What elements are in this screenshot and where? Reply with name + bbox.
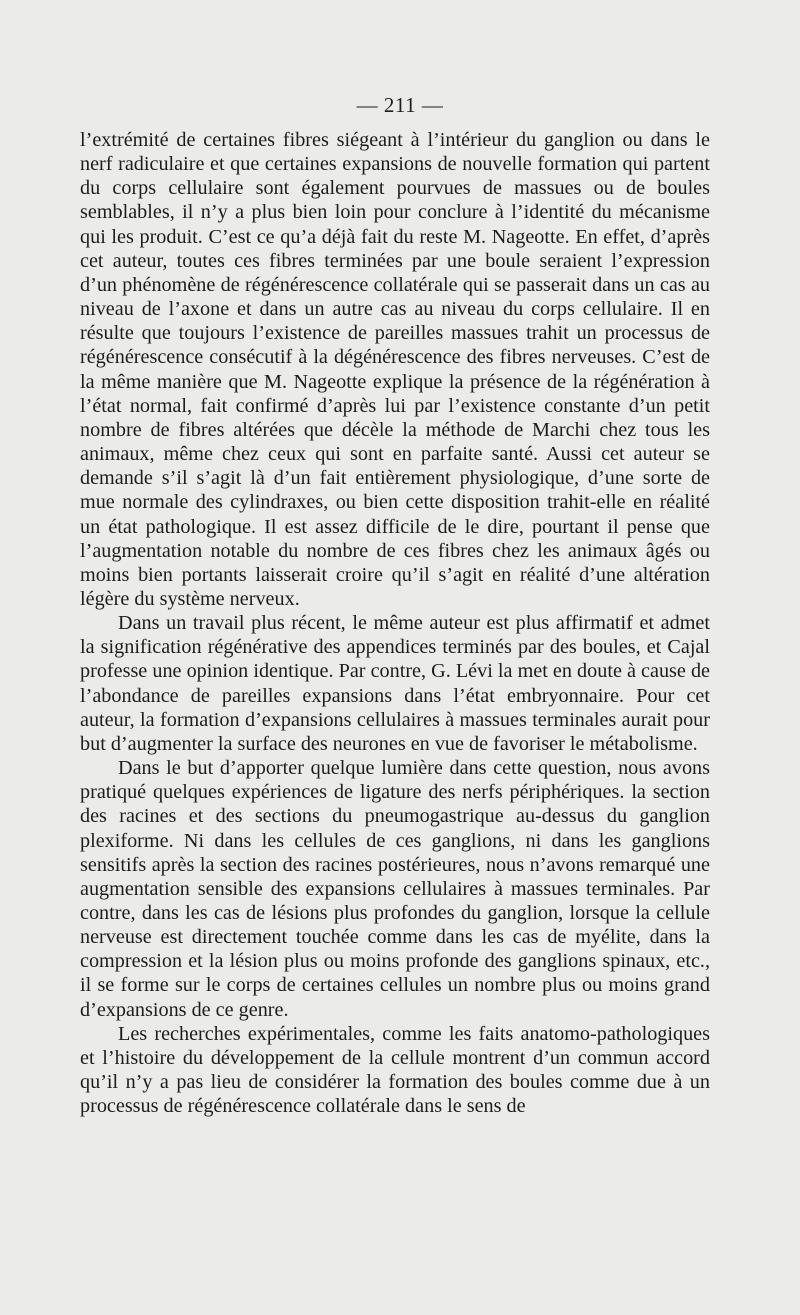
body-text [80, 128, 710, 1118]
page-number: — 211 — [356, 93, 444, 117]
paragraph-recherches: Les recherches expérimentales, comme les faits anatomo-pathologiques et l’histoire du développement de la cellule montrent d’un commun accord qu’il n’y a pas lieu de considérer la formation des boules comme due à un processus de régénérescence collatérale dans le sens de [80, 1022, 710, 1118]
paragraph-experiences: Dans le but d’apporter quelque lumière dans cette question, nous avons pratiqué quelques expériences de ligature des nerfs périphériques. la section des racines et des sections du pneumogastrique au-dessus du ganglion plexiforme. Ni dans les cellules de ces ganglions, ni dans les ganglions sensitifs après la section des racines postérieures, nous n’avons remarqué une augmentation sensible des expansions cellulaires à massues terminales. Par contre, dans les cas de lésions plus profondes du ganglion, lorsque la cellule nerveuse est directement touchée comme dans les cas de myélite, dans la compression et la lésion plus ou moins profonde des ganglions spinaux, etc., il se forme sur le corps de certaines cellules un nombre plus ou moins grand d’expansions de ce genre. [80, 757, 710, 1021]
paragraph-travail-recent: Dans un travail plus récent, le même auteur est plus affirmatif et admet la signification régénérative des appendices terminés par des boules, et Cajal professe une opinion identique. Par contre, G. Lévi la met en doute à cause de l’abondance de pareilles expansions dans l’état embryonnaire. Pour cet auteur, la formation d’expansions cellulaires à massues terminales aurait pour but d’augmenter la surface des neurones en vue de favoriser le métabolisme. [80, 612, 710, 755]
paragraph-continued: l’extrémité de certaines fibres siégeant à l’intérieur du ganglion ou dans le nerf radiculaire et que certaines expansions de nouvelle formation qui partent du corps cellulaire sont également pourvues de massues ou de boules semblables, il n’y a plus bien loin pour conclure à l’identité du mécanisme qui les produit. C’est ce qu’a déjà fait du reste M. Nageotte. En effet, d’après cet auteur, toutes ces fibres terminées par une boule seraient l’expression d’un phénomène de régénérescence collatérale qui se passerait dans un cas au niveau de l’axone et dans un autre cas au niveau du corps cellulaire. Il en résulte que toujours l’existence de pareilles massues trahit un processus de régénérescence consécutif à la dégénérescence des fibres nerveuses. C’est de la même manière que M. Nageotte explique la présence de la régénération à l’état normal, fait confirmé d’après lui par l’existence constante d’un petit nombre de fibres altérées que décèle la méthode de Marchi chez tous les animaux, même chez ceux qui sont en parfaite santé. Aussi cet auteur se demande s’il s’agit là d’un fait entièrement physiologique, d’une sorte de mue normale des cylindraxes, ou bien cette disposition trahit-elle en réalité un état pathologique. Il est assez difficile de le dire, pourtant il pense que l’augmentation notable du nombre de ces fibres chez les animaux âgés ou moins bien portants laisserait croire qu’il s’agit en réalité d’une altération légère du système nerveux. [80, 129, 710, 610]
